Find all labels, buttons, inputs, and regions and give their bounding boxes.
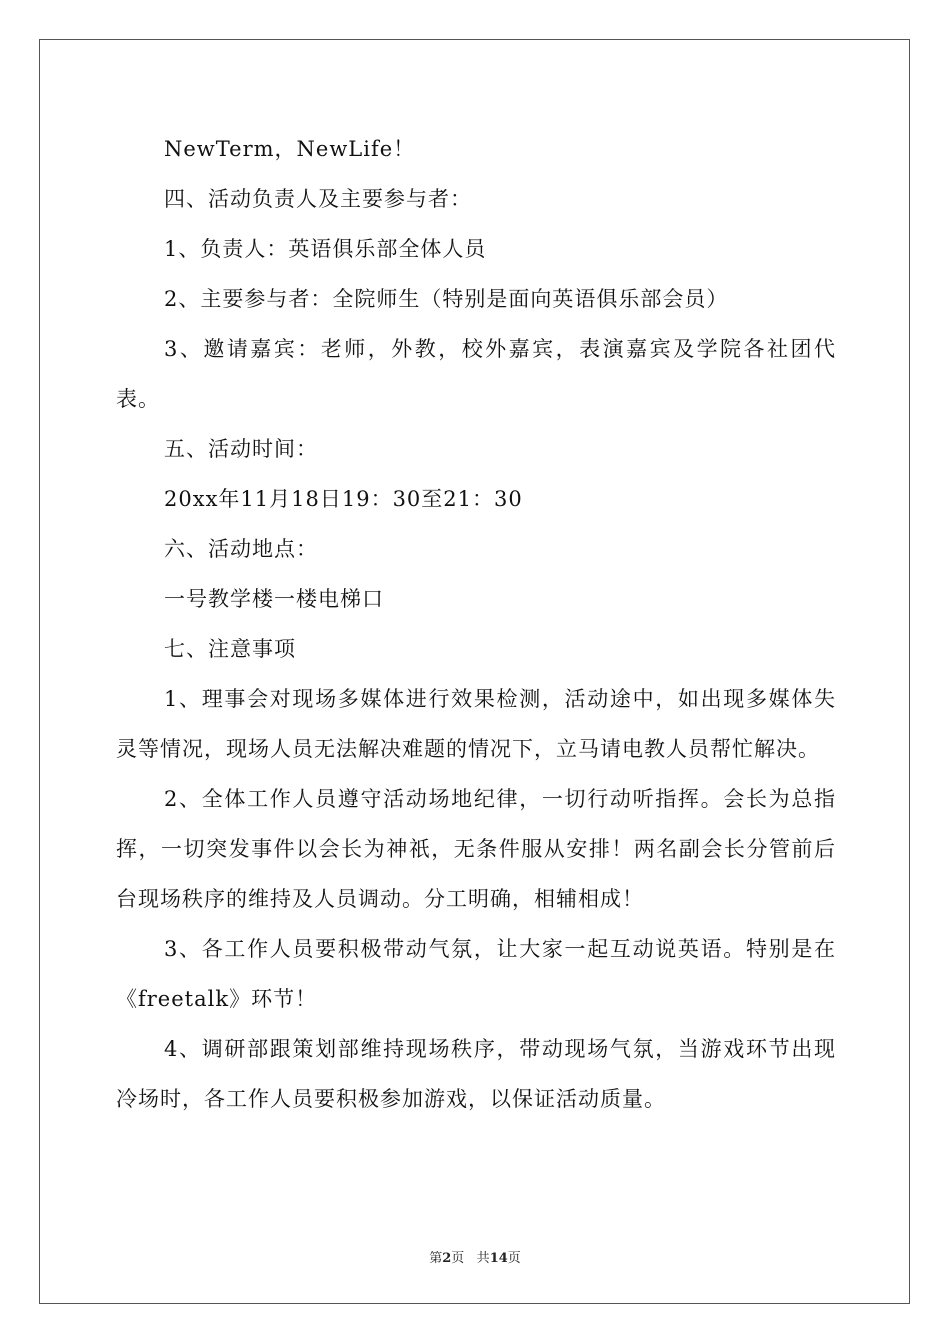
heading-section-5: 五、活动时间：	[164, 437, 318, 461]
page-suffix: 页	[451, 1251, 465, 1266]
total-prefix: 共	[476, 1251, 490, 1266]
heading-section-4: 四、活动负责人及主要参与者：	[164, 187, 472, 211]
paragraph: 一号教学楼一楼电梯口	[164, 587, 384, 611]
paragraph-slogan: NewTerm，NewLife！	[164, 137, 416, 161]
page-total: 14	[489, 1251, 508, 1266]
paragraph: 4、调研部跟策划部维持现场秩序，带动现场气氛，当游戏环节出现冷场时，各工作人员要积极参加游戏，以保证活动质量。	[116, 1037, 836, 1111]
heading-section-6: 六、活动地点：	[164, 537, 318, 561]
heading-section-7: 七、注意事项	[164, 637, 296, 661]
paragraph: 1、负责人：英语俱乐部全体人员	[164, 237, 487, 261]
page-current: 2	[442, 1251, 452, 1266]
page-prefix: 第	[429, 1251, 443, 1266]
paragraph: 20xx年11月18日19：30至21：30	[164, 487, 523, 511]
paragraph: 2、全体工作人员遵守活动场地纪律，一切行动听指挥。会长为总指挥，一切突发事件以会长为神祇，无条件服从安排！两名副会长分管前后台现场秩序的维持及人员调动。分工明确，相辅相成！	[116, 787, 836, 911]
paragraph: 2、主要参与者：全院师生（特别是面向英语俱乐部会员）	[164, 287, 729, 311]
paragraph: 3、邀请嘉宾：老师，外教，校外嘉宾，表演嘉宾及学院各社团代表。	[116, 337, 836, 411]
paragraph: 3、各工作人员要积极带动气氛，让大家一起互动说英语。特别是在《freetalk》环节！	[116, 937, 836, 1011]
page-footer	[0, 1247, 950, 1266]
paragraph: 1、理事会对现场多媒体进行效果检测，活动途中，如出现多媒体失灵等情况，现场人员无法解决难题的情况下，立马请电教人员帮忙解决。	[116, 687, 836, 761]
document-body	[116, 124, 836, 1124]
total-suffix: 页	[507, 1251, 521, 1266]
